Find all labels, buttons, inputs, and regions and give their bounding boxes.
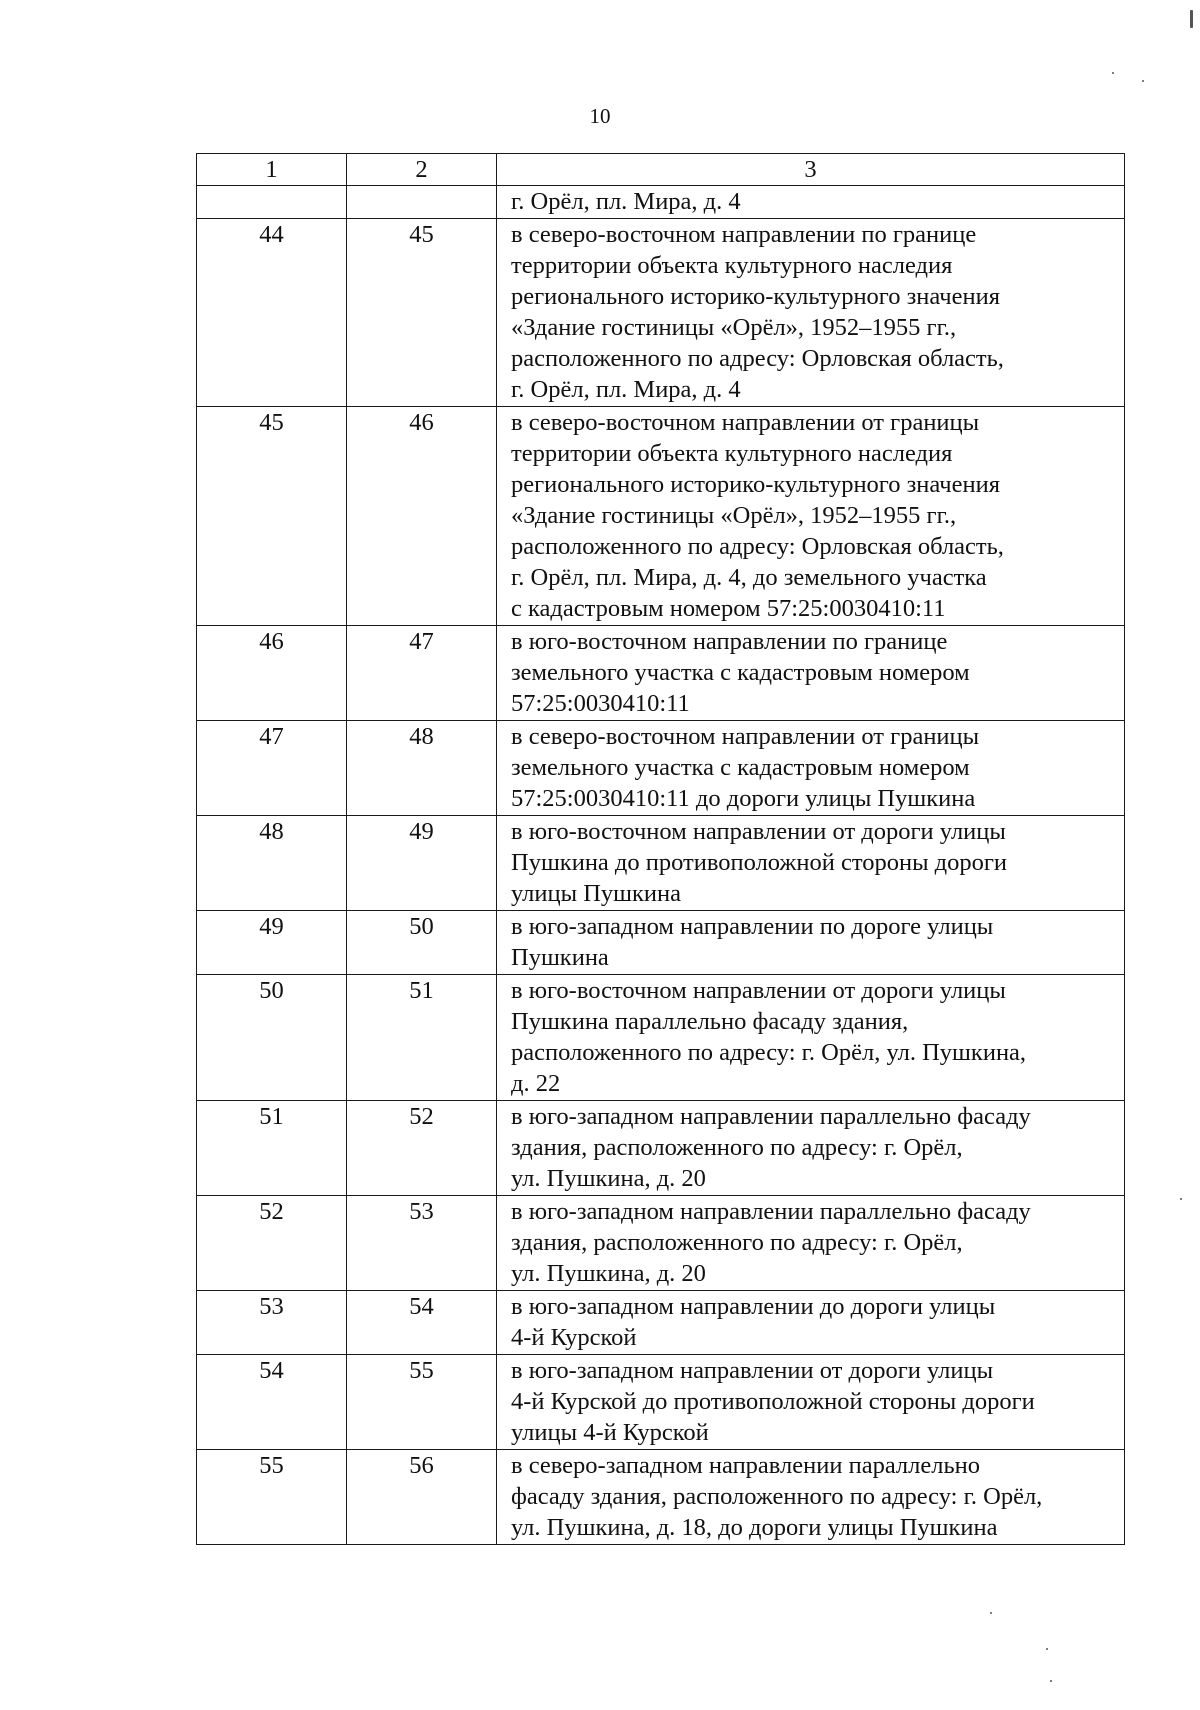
description-line: 57:25:0030410:11 — [511, 690, 690, 717]
description-line: 4-й Курской — [511, 1324, 637, 1351]
to-point-cell: 50 — [347, 911, 497, 975]
boundary-table — [196, 153, 1125, 1545]
description-line: Пушкина до противоположной стороны дороги — [511, 849, 1008, 876]
table-row — [197, 721, 1125, 816]
from-point-cell — [197, 186, 347, 219]
description-line: территории объекта культурного наследия — [511, 252, 953, 279]
boundary-description-cell — [497, 975, 1125, 1101]
boundary-description-cell — [497, 219, 1125, 407]
description-line: д. 22 — [511, 1070, 561, 1097]
boundary-description-cell — [497, 407, 1125, 626]
from-point-cell: 45 — [197, 407, 347, 626]
description-line: в юго-восточном направлении по границе — [511, 628, 948, 655]
description-line: улицы 4-й Курской — [511, 1419, 709, 1446]
table-row — [197, 219, 1125, 407]
boundary-description-cell — [497, 1450, 1125, 1545]
boundary-description-cell — [497, 1291, 1125, 1355]
to-point-cell: 56 — [347, 1450, 497, 1545]
to-point-cell: 55 — [347, 1355, 497, 1450]
boundary-description-cell — [497, 186, 1125, 219]
description-line: расположенного по адресу: Орловская область, — [511, 345, 1004, 372]
description-line: «Здание гостиницы «Орёл», 1952–1955 гг., — [511, 314, 957, 341]
scan-speck — [1046, 1648, 1048, 1650]
page-number: 10 — [589, 104, 611, 128]
scan-speck — [1180, 1198, 1182, 1200]
boundary-description-cell — [497, 721, 1125, 816]
from-point-cell: 52 — [197, 1196, 347, 1291]
header-row — [197, 154, 1125, 186]
description-line: Пушкина параллельно фасаду здания, — [511, 1008, 909, 1035]
table-row — [197, 1355, 1125, 1450]
description-line: в северо-западном направлении параллельно — [511, 1452, 981, 1479]
scan-speck — [1050, 1680, 1052, 1682]
table-row — [197, 1101, 1125, 1196]
table-row — [197, 1196, 1125, 1291]
boundary-description-cell — [497, 626, 1125, 721]
description-line: расположенного по адресу: Орловская область, — [511, 533, 1004, 560]
description-line: «Здание гостиницы «Орёл», 1952–1955 гг., — [511, 502, 957, 529]
to-point-cell — [347, 186, 497, 219]
table-row — [197, 626, 1125, 721]
to-point-cell: 46 — [347, 407, 497, 626]
table-row — [197, 911, 1125, 975]
from-point-cell: 55 — [197, 1450, 347, 1545]
description-line: территории объекта культурного наследия — [511, 440, 953, 467]
description-line: регионального историко-культурного значения — [511, 471, 1000, 498]
to-point-cell: 45 — [347, 219, 497, 407]
description-line: регионального историко-культурного значения — [511, 283, 1000, 310]
description-line: расположенного по адресу: г. Орёл, ул. Пушкина, — [511, 1039, 1027, 1066]
description-line: в юго-восточном направлении от дороги улицы — [511, 818, 1006, 845]
description-line: здания, расположенного по адресу: г. Орёл, — [511, 1134, 963, 1161]
scan-speck — [990, 1612, 992, 1614]
boundary-description-cell — [497, 1196, 1125, 1291]
from-point-cell: 48 — [197, 816, 347, 911]
description-line: фасаду здания, расположенного по адресу: г. Орёл, — [511, 1483, 1043, 1510]
description-line: 57:25:0030410:11 до дороги улицы Пушкина — [511, 785, 976, 812]
description-line: г. Орёл, пл. Мира, д. 4, до земельного участка — [511, 564, 987, 591]
table-header — [197, 154, 1125, 186]
description-line: 4-й Курской до противоположной стороны дороги — [511, 1388, 1035, 1415]
description-line: в северо-восточном направлении по границе — [511, 221, 977, 248]
column-header-1: 1 — [197, 154, 347, 186]
description-line: в юго-западном направлении от дороги улицы — [511, 1357, 994, 1384]
from-point-cell: 54 — [197, 1355, 347, 1450]
to-point-cell: 49 — [347, 816, 497, 911]
table-row — [197, 1291, 1125, 1355]
table-body — [197, 186, 1125, 1545]
description-line: земельного участка с кадастровым номером — [511, 659, 970, 686]
description-line: здания, расположенного по адресу: г. Орёл, — [511, 1229, 963, 1256]
table-row — [197, 816, 1125, 911]
to-point-cell: 47 — [347, 626, 497, 721]
scan-speck — [1190, 10, 1193, 28]
boundary-description-cell — [497, 1355, 1125, 1450]
from-point-cell: 53 — [197, 1291, 347, 1355]
table-row — [197, 1450, 1125, 1545]
table-row — [197, 186, 1125, 219]
to-point-cell: 53 — [347, 1196, 497, 1291]
column-header-2: 2 — [347, 154, 497, 186]
to-point-cell: 54 — [347, 1291, 497, 1355]
boundary-description-cell — [497, 1101, 1125, 1196]
from-point-cell: 49 — [197, 911, 347, 975]
description-line: ул. Пушкина, д. 18, до дороги улицы Пушкина — [511, 1514, 998, 1541]
boundary-description-cell — [497, 816, 1125, 911]
column-header-3: 3 — [497, 154, 1125, 186]
boundary-description-cell — [497, 911, 1125, 975]
scan-speck — [1112, 72, 1114, 74]
scan-speck — [1142, 80, 1144, 82]
to-point-cell: 48 — [347, 721, 497, 816]
description-line: в юго-западном направлении до дороги улицы — [511, 1293, 996, 1320]
description-line: в юго-западном направлении по дороге улицы — [511, 913, 994, 940]
description-line: в юго-западном направлении параллельно фасаду — [511, 1198, 1031, 1225]
from-point-cell: 47 — [197, 721, 347, 816]
description-line: ул. Пушкина, д. 20 — [511, 1260, 706, 1287]
description-line: Пушкина — [511, 944, 609, 971]
from-point-cell: 50 — [197, 975, 347, 1101]
description-line: в юго-восточном направлении от дороги улицы — [511, 977, 1006, 1004]
description-line: г. Орёл, пл. Мира, д. 4 — [511, 376, 741, 403]
from-point-cell: 44 — [197, 219, 347, 407]
description-line: в северо-восточном направлении от границы — [511, 723, 980, 750]
to-point-cell: 52 — [347, 1101, 497, 1196]
description-line: г. Орёл, пл. Мира, д. 4 — [511, 188, 741, 215]
description-line: в северо-восточном направлении от границы — [511, 409, 980, 436]
description-line: в юго-западном направлении параллельно фасаду — [511, 1103, 1031, 1130]
from-point-cell: 51 — [197, 1101, 347, 1196]
table-row — [197, 407, 1125, 626]
table-row — [197, 975, 1125, 1101]
description-line: земельного участка с кадастровым номером — [511, 754, 970, 781]
description-line: улицы Пушкина — [511, 880, 682, 907]
description-line: с кадастровым номером 57:25:0030410:11 — [511, 595, 946, 622]
description-line: ул. Пушкина, д. 20 — [511, 1165, 706, 1192]
from-point-cell: 46 — [197, 626, 347, 721]
to-point-cell: 51 — [347, 975, 497, 1101]
